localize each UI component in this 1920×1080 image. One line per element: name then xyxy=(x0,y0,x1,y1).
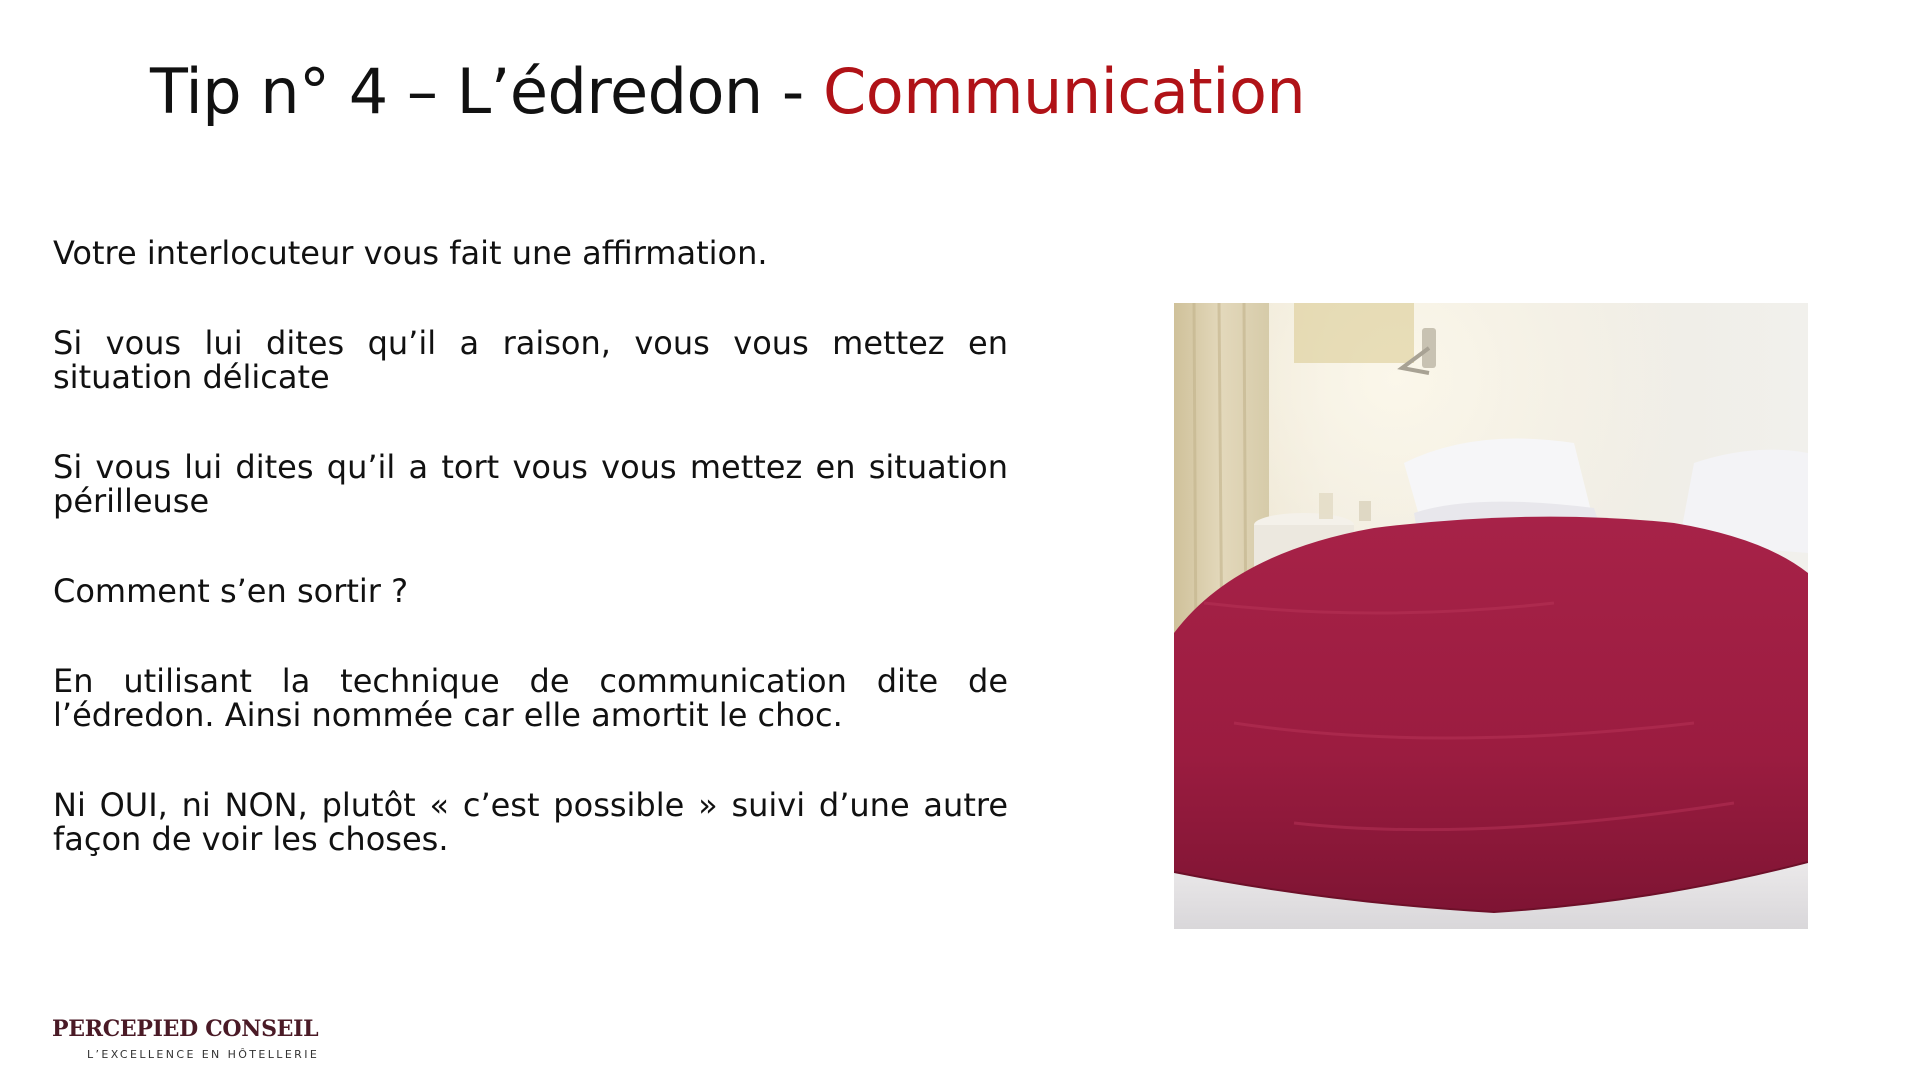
paragraph: Comment s’en sortir ? xyxy=(53,572,409,610)
title-main: Tip n° 4 – L’édredon - xyxy=(150,55,824,128)
paragraph: Votre interlocuteur vous fait une affirmation. xyxy=(53,234,768,272)
paragraph: En utilisant la technique de communication dite de l’édredon. Ainsi nommée car elle amortit le choc. xyxy=(53,662,1008,734)
paragraph: Si vous lui dites qu’il a tort vous vous mettez en situation périlleuse xyxy=(53,448,1008,520)
logo-name: PERCEPIED CONSEIL xyxy=(52,1016,319,1042)
paragraph: Ni OUI, ni NON, plutôt « c’est possible » suivi d’une autre façon de voir les choses. xyxy=(53,786,1008,858)
title-accent: Communication xyxy=(823,55,1306,128)
body-text xyxy=(53,236,1008,912)
paragraph: Si vous lui dites qu’il a raison, vous vous mettez en situation délicate xyxy=(53,324,1008,396)
company-logo xyxy=(52,1016,352,1061)
slide-title xyxy=(150,55,1305,128)
logo-tagline: L’EXCELLENCE EN HÔTELLERIE xyxy=(87,1048,320,1061)
bed-photo xyxy=(1174,303,1808,929)
